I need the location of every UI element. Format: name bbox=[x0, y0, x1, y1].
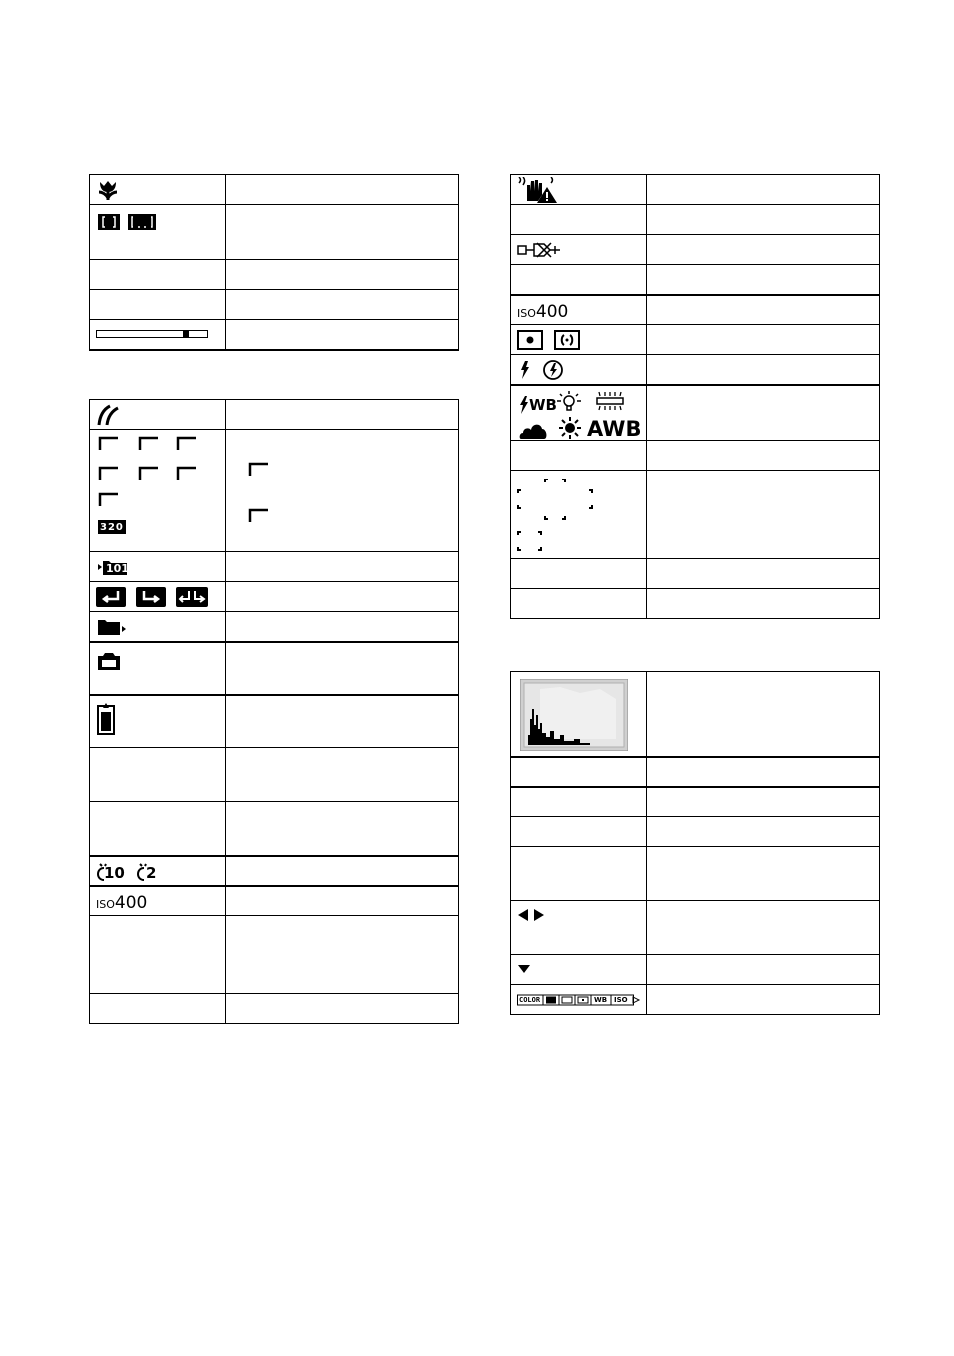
macro-tulip-icon bbox=[96, 178, 120, 202]
description-cell bbox=[226, 552, 459, 582]
image-size-icons bbox=[98, 436, 208, 536]
iso-prefix-label: ISO bbox=[96, 897, 115, 911]
left-top-table bbox=[89, 174, 459, 351]
description-cell bbox=[226, 916, 459, 994]
description-cell bbox=[647, 757, 880, 787]
image-size-frame-icon bbox=[248, 462, 270, 478]
icon-cell bbox=[511, 471, 647, 559]
description-cell bbox=[226, 290, 459, 320]
icon-cell bbox=[90, 856, 226, 886]
description-cell bbox=[226, 320, 459, 350]
down-arrow-icon bbox=[517, 964, 531, 974]
histogram-thumbnail bbox=[520, 679, 628, 751]
icon-cell bbox=[90, 748, 226, 802]
iso-value-label: 400 bbox=[114, 892, 148, 913]
description-cell bbox=[226, 205, 459, 260]
description-cell bbox=[647, 235, 880, 265]
size-320-label: 320 bbox=[100, 522, 124, 533]
pictbridge-icon bbox=[517, 239, 561, 261]
description-cell bbox=[647, 817, 880, 847]
description-cell bbox=[647, 265, 880, 295]
description-cell bbox=[226, 260, 459, 290]
icon-cell bbox=[511, 235, 647, 265]
left-right-arrows-icon bbox=[517, 908, 547, 922]
af-range-finder-frame-icons bbox=[517, 479, 597, 555]
icon-cell bbox=[511, 589, 647, 619]
icon-cell bbox=[511, 441, 647, 471]
icon-cell bbox=[90, 430, 226, 552]
icon-cell bbox=[90, 612, 226, 642]
zoom-position-knob bbox=[183, 330, 189, 338]
icon-cell bbox=[90, 994, 226, 1024]
recording-folder-icon bbox=[98, 558, 128, 576]
image-quality-icon bbox=[96, 403, 122, 427]
description-cell bbox=[647, 589, 880, 619]
description-cell bbox=[226, 612, 459, 642]
icon-cell bbox=[90, 552, 226, 582]
icon-cell bbox=[90, 695, 226, 748]
icon-cell bbox=[511, 985, 647, 1015]
description-cell bbox=[226, 886, 459, 916]
description-cell bbox=[226, 695, 459, 748]
description-cell bbox=[647, 787, 880, 817]
description-cell bbox=[647, 901, 880, 955]
icon-cell bbox=[90, 916, 226, 994]
folder-change-icons bbox=[96, 586, 208, 608]
menu-wb-label: WB bbox=[594, 996, 608, 1004]
icon-cell bbox=[90, 400, 226, 430]
af-range-frame-icons bbox=[98, 213, 158, 231]
description-cell bbox=[647, 205, 880, 235]
iso-prefix-label: ISO bbox=[517, 306, 536, 320]
description-cell bbox=[647, 559, 880, 589]
icon-cell bbox=[90, 642, 226, 695]
icon-cell bbox=[511, 672, 647, 757]
icon-cell bbox=[511, 385, 647, 441]
folder-play-icon bbox=[98, 618, 126, 636]
icon-cell bbox=[511, 787, 647, 817]
metering-mode-icons bbox=[517, 330, 581, 350]
image-size-frame-icon bbox=[248, 508, 270, 524]
description-cell bbox=[226, 856, 459, 886]
description-cell bbox=[647, 955, 880, 985]
menu-bar-icon bbox=[517, 993, 641, 1007]
description-cell bbox=[647, 325, 880, 355]
icon-cell bbox=[511, 955, 647, 985]
zoom-scale-bar-icon bbox=[96, 330, 208, 338]
description-cell bbox=[647, 985, 880, 1015]
iso-icon bbox=[96, 893, 147, 913]
menu-iso-label: ISO bbox=[614, 996, 628, 1004]
icon-cell bbox=[90, 290, 226, 320]
left-bottom-table bbox=[89, 399, 459, 1024]
description-cell bbox=[226, 582, 459, 612]
description-cell bbox=[226, 994, 459, 1024]
icon-cell bbox=[90, 320, 226, 350]
description-cell bbox=[647, 355, 880, 385]
icon-cell bbox=[511, 175, 647, 205]
description-cell bbox=[647, 295, 880, 325]
icon-cell bbox=[511, 817, 647, 847]
description-cell bbox=[647, 385, 880, 441]
right-bottom-table bbox=[510, 671, 880, 1015]
flash-wb-label: WB bbox=[529, 395, 557, 414]
icon-cell bbox=[511, 295, 647, 325]
description-cell bbox=[647, 672, 880, 757]
icon-cell bbox=[511, 757, 647, 787]
awb-label: AWB bbox=[587, 416, 642, 441]
icon-cell bbox=[511, 901, 647, 955]
description-cell bbox=[647, 441, 880, 471]
description-cell bbox=[647, 471, 880, 559]
memory-stick-icon bbox=[96, 702, 116, 736]
menu-color-label: COLOR bbox=[519, 996, 541, 1004]
icon-cell bbox=[511, 355, 647, 385]
icon-cell bbox=[90, 175, 226, 205]
description-cell bbox=[226, 175, 459, 205]
internal-memory-icon bbox=[96, 651, 122, 671]
description-cell bbox=[647, 175, 880, 205]
self-timer-10-label: 10 bbox=[104, 863, 125, 882]
icon-cell bbox=[90, 260, 226, 290]
self-timer-2-label: 2 bbox=[146, 863, 157, 882]
iso-value-label: 400 bbox=[535, 301, 569, 322]
white-balance-icons bbox=[519, 390, 642, 441]
icon-cell bbox=[511, 559, 647, 589]
icon-cell bbox=[90, 205, 226, 260]
icon-cell bbox=[511, 325, 647, 355]
icon-cell bbox=[511, 205, 647, 235]
icon-cell bbox=[90, 582, 226, 612]
icon-cell bbox=[511, 265, 647, 295]
icon-cell bbox=[90, 802, 226, 856]
vibration-warning-icon bbox=[517, 177, 557, 203]
flash-mode-icons bbox=[519, 359, 569, 381]
icon-cell bbox=[511, 847, 647, 901]
description-cell bbox=[226, 430, 459, 552]
description-cell bbox=[226, 802, 459, 856]
description-cell bbox=[226, 400, 459, 430]
description-cell bbox=[647, 847, 880, 901]
icon-cell bbox=[90, 886, 226, 916]
description-cell bbox=[226, 748, 459, 802]
right-top-table bbox=[510, 174, 880, 619]
iso-icon bbox=[517, 302, 568, 322]
folder-number-label: 101 bbox=[106, 562, 129, 575]
description-cell bbox=[226, 642, 459, 695]
